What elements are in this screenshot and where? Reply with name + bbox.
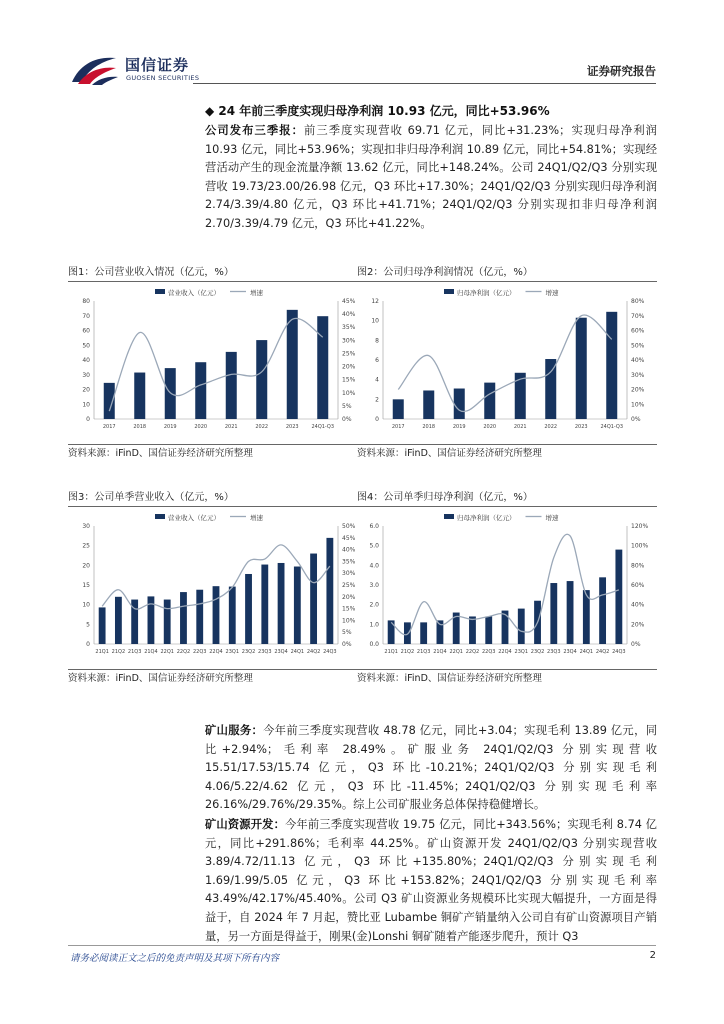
page-number: 2	[649, 950, 656, 961]
figure-title: 图1：公司营业收入情况（亿元，%）	[68, 265, 368, 282]
x-tick-label: 24Q1	[290, 649, 305, 655]
left-tick-label: 40	[82, 357, 90, 364]
left-tick-label: 50	[82, 342, 90, 350]
bar	[229, 587, 236, 644]
x-tick-label: 23Q4	[563, 649, 577, 655]
x-tick-label: 23Q1	[514, 649, 529, 655]
bar	[195, 362, 206, 419]
right-tick-label: 40%	[631, 357, 645, 364]
x-tick-label: 22Q4	[209, 649, 223, 655]
x-tick-label: 21Q2	[400, 649, 415, 655]
legend-bar-swatch	[444, 289, 454, 294]
bar	[454, 389, 465, 419]
bar	[213, 586, 220, 644]
left-tick-label: 10	[82, 401, 90, 409]
x-tick-label: 21Q4	[433, 649, 447, 655]
x-tick-label: 23Q1	[225, 649, 240, 655]
guosen-logo	[70, 52, 220, 86]
left-tick-label: 4	[375, 376, 379, 384]
bar	[393, 399, 404, 419]
left-tick-label: 3.0	[369, 582, 379, 589]
x-tick-label: 2020	[483, 424, 497, 430]
bar	[404, 622, 411, 644]
figure-source: 资料来源：iFinD、国信证券经济研究所整理	[357, 669, 657, 686]
x-tick-label: 21Q1	[384, 649, 398, 655]
x-tick-label: 24Q2	[595, 649, 610, 655]
chart-legend	[155, 513, 264, 522]
right-tick-label: 100%	[631, 542, 649, 550]
right-tick-label: 20%	[631, 386, 645, 394]
figure-source: 资料来源：iFinD、国信证券经济研究所整理	[68, 444, 368, 461]
right-tick-label: 60%	[631, 327, 645, 335]
right-tick-label: 40%	[342, 546, 356, 554]
x-tick-label: 2018	[422, 424, 436, 430]
x-tick-label: 21Q3	[416, 649, 431, 655]
right-tick-label: 30%	[342, 570, 356, 578]
x-tick-label: 21Q4	[144, 649, 158, 655]
right-tick-label: 45%	[342, 534, 356, 542]
legend-line-label: 增速	[250, 514, 263, 522]
figure-source: 资料来源：iFinD、国信证券经济研究所整理	[357, 444, 657, 461]
bar	[278, 563, 285, 644]
paragraph-mining-services	[205, 722, 657, 815]
bar	[576, 318, 587, 419]
right-tick-label: 20%	[342, 363, 356, 371]
right-tick-label: 0%	[631, 416, 641, 423]
figure-title: 图4：公司单季归母净利润（亿元，%）	[357, 490, 657, 507]
x-tick-label: 2018	[133, 424, 147, 430]
x-tick-label: 24Q1-Q3	[600, 424, 624, 430]
x-tick-label: 2022	[255, 424, 269, 430]
x-tick-label: 2021	[513, 424, 527, 430]
left-tick-label: 6	[375, 357, 379, 364]
legend-bar-label: 营业收入（亿元）	[168, 289, 220, 297]
bar	[164, 600, 171, 644]
page-header	[0, 0, 724, 90]
legend-bar-swatch	[155, 514, 165, 519]
left-tick-label: 30	[82, 523, 90, 530]
section-heading: ◆ 24 年前三季度实现归母净利润 10.93 亿元，同比+53.96%	[205, 104, 550, 118]
right-tick-label: 50%	[342, 523, 356, 530]
figure-title: 图2：公司归母净利润情况（亿元，%）	[357, 265, 657, 282]
header-divider	[193, 83, 656, 84]
right-tick-label: 30%	[631, 371, 645, 379]
x-tick-label: 2021	[224, 424, 238, 430]
left-tick-label: 15	[82, 582, 90, 589]
left-tick-label: 1.0	[369, 621, 379, 629]
bar	[326, 538, 333, 644]
x-tick-label: 22Q1	[160, 649, 174, 655]
figure-source: 资料来源：iFinD、国信证券经济研究所整理	[68, 669, 368, 686]
bar	[550, 583, 557, 644]
right-tick-label: 45%	[342, 298, 356, 305]
bar	[196, 590, 203, 644]
right-tick-label: 0%	[342, 416, 352, 423]
x-tick-label: 2020	[194, 424, 208, 430]
x-tick-label: 24Q2	[306, 649, 321, 655]
left-tick-label: 5.0	[369, 542, 379, 550]
right-tick-label: 60%	[631, 582, 645, 589]
left-tick-label: 25	[82, 542, 90, 550]
right-tick-label: 30%	[342, 337, 356, 345]
paragraph-lead: 矿山资源开发：	[205, 818, 285, 831]
left-tick-label: 10	[371, 317, 379, 325]
left-tick-label: 6.0	[369, 523, 379, 530]
left-tick-label: 5	[86, 621, 90, 629]
right-tick-label: 20%	[342, 593, 356, 601]
report-type-label: 证券研究报告	[587, 64, 656, 78]
paragraph-body: 今年前三季度实现营收 48.78 亿元，同比+3.04；实现毛利 13.89 亿元，同比+2.94%；毛利率 28.49%。矿服业务 24Q1/Q2/Q3 分别实现营收 15.51/17.53/15.74 亿元，Q3 环比-10.21%；24Q1/Q2/Q3 分别实现毛利 4.06/5.22/4.62 亿元，Q3 环比-11.45%；24Q1/Q2/Q3 分别实现毛利率 26.16%/29.76%/29.35%。综上公司矿服业务总体保持稳健增长。	[205, 724, 657, 812]
x-tick-label: 2019	[452, 424, 466, 430]
chart-annual-revenue	[68, 287, 368, 441]
x-tick-label: 24Q3	[612, 649, 626, 655]
x-tick-label: 23Q2	[241, 649, 256, 655]
legend-bar-label: 营业收入（亿元）	[168, 514, 220, 522]
chart-annual-net-profit	[357, 287, 657, 441]
x-tick-label: 2022	[544, 424, 558, 430]
left-tick-label: 70	[82, 312, 90, 320]
disclaimer-note: 请务必阅读正文之后的免责声明及其项下所有内容	[70, 953, 280, 964]
right-tick-label: 15%	[342, 376, 356, 384]
x-tick-label: 22Q2	[176, 649, 191, 655]
left-tick-label: 0.0	[369, 641, 379, 648]
x-tick-label: 2017	[391, 424, 405, 430]
x-tick-label: 21Q3	[127, 649, 142, 655]
bar	[485, 616, 492, 644]
right-tick-label: 25%	[342, 350, 356, 358]
x-tick-label: 22Q4	[498, 649, 512, 655]
legend-bar-label: 归母净利润（亿元）	[457, 514, 516, 522]
right-tick-label: 10%	[631, 401, 645, 409]
bar	[310, 554, 317, 644]
left-tick-label: 80	[82, 298, 90, 305]
bar	[134, 373, 145, 419]
x-tick-label: 24Q1	[579, 649, 594, 655]
x-tick-label: 24Q3	[323, 649, 337, 655]
bar	[261, 565, 268, 644]
right-tick-label: 40%	[631, 601, 645, 609]
paragraph-body: 今年前三季度实现营收 19.75 亿元，同比+343.56%；实现毛利 8.74 亿元，同比+291.86%；毛利率 44.25%。矿山资源开发 24Q1/Q2/Q3 分别实现营收 3.89/4.72/11.13 亿元，Q3 环比+135.80%；24Q1/Q2/Q3 分别实现毛利 1.69/1.99/5.05 亿元，Q3 环比+153.82%；24Q1/Q2/Q3 分别实现毛利率 43.49%/42.17%/45.40%。公司 Q3 矿山资源业务规模环比实现大幅提升，一方面是得益于，自 2024 年 7 月起，赞比亚 Lubambe 铜矿产销量纳入公司自有矿山资源项目产销量，另一方面是得益于，刚果(金)Lonshi 铜矿随着产能逐步爬升，预计 Q3	[205, 818, 657, 943]
left-tick-label: 20	[82, 386, 90, 394]
bar	[115, 597, 122, 644]
left-tick-label: 8	[375, 337, 379, 345]
right-tick-label: 80%	[631, 298, 645, 305]
left-tick-label: 30	[82, 371, 90, 379]
bar	[226, 352, 237, 419]
paragraph-lead: 矿山服务：	[205, 724, 264, 737]
bar	[423, 390, 434, 419]
bar	[518, 609, 525, 644]
chart-legend	[444, 288, 559, 297]
x-tick-label: 22Q1	[449, 649, 463, 655]
right-tick-label: 5%	[342, 402, 352, 410]
bar	[615, 550, 622, 644]
chart-legend	[444, 513, 559, 522]
left-tick-label: 2	[375, 396, 379, 404]
bar	[294, 567, 301, 644]
bar	[420, 622, 427, 644]
paragraph-body: 前三季度实现营收 69.71 亿元，同比+31.23%；实现归母净利润 10.93 亿元，同比+53.96%；实现扣非归母净利润 10.89 亿元，同比+54.81%；实现经营活动产生的现金流量净额 13.62 亿元，同比+148.24%。公司 24Q1/Q2/Q3 分别实现营收 19.73/23.00/26.98 亿元，Q3 环比+17.30%；24Q1/Q2/Q3 分别实现归母净利润 2.74/3.39/4.80 亿元，Q3 环比+41.71%；24Q1/Q2/Q3 分别实现扣非归母净利润 2.70/3.39/4.79 亿元，Q3 环比+41.22%。	[205, 124, 657, 230]
x-tick-label: 24Q1-Q3	[311, 424, 335, 430]
bar	[245, 574, 252, 644]
right-tick-label: 5%	[342, 629, 352, 637]
logo-chinese-name: 国信证券	[125, 56, 190, 74]
left-tick-label: 2.0	[369, 601, 379, 609]
bar	[287, 310, 298, 419]
x-tick-label: 2019	[163, 424, 177, 430]
bar	[317, 316, 328, 419]
x-tick-label: 21Q1	[95, 649, 109, 655]
right-tick-label: 80%	[631, 562, 645, 570]
paragraph-resource-development	[205, 816, 657, 946]
bar	[99, 607, 106, 644]
paragraph-lead: 公司发布三季报：	[205, 124, 304, 137]
bar	[599, 577, 606, 644]
left-tick-label: 10	[82, 601, 90, 609]
right-tick-label: 0%	[631, 641, 641, 648]
x-tick-label: 2017	[102, 424, 116, 430]
left-tick-label: 0	[86, 416, 90, 423]
chart-legend	[155, 288, 264, 297]
right-tick-label: 35%	[342, 324, 356, 332]
chart-quarterly-net-profit	[357, 512, 657, 666]
footer-divider	[68, 945, 656, 946]
right-tick-label: 20%	[631, 621, 645, 629]
right-tick-label: 40%	[342, 311, 356, 319]
x-tick-label: 22Q3	[481, 649, 496, 655]
bar	[545, 359, 556, 419]
left-tick-label: 0	[375, 416, 379, 423]
x-tick-label: 21Q2	[111, 649, 126, 655]
x-tick-label: 2023	[574, 424, 588, 430]
right-tick-label: 25%	[342, 582, 356, 589]
right-tick-label: 120%	[631, 523, 649, 530]
right-tick-label: 35%	[342, 558, 356, 566]
bar	[256, 340, 267, 419]
bar	[180, 592, 187, 644]
x-tick-label: 2023	[285, 424, 299, 430]
right-tick-label: 70%	[631, 312, 645, 320]
right-tick-label: 10%	[342, 617, 356, 625]
bar	[606, 312, 617, 419]
logo-english-name: GUOSEN SECURITIES	[126, 74, 200, 82]
bar	[567, 581, 574, 644]
left-tick-label: 0	[86, 641, 90, 648]
x-tick-label: 23Q3	[547, 649, 561, 655]
legend-line-label: 增速	[250, 289, 263, 297]
legend-line-label: 增速	[545, 289, 559, 297]
x-tick-label: 23Q3	[258, 649, 272, 655]
x-tick-label: 23Q2	[530, 649, 545, 655]
bar	[484, 383, 495, 419]
x-tick-label: 22Q3	[192, 649, 207, 655]
paragraph-q3-summary	[205, 122, 657, 234]
left-tick-label: 4.0	[369, 562, 379, 570]
figure-title: 图3：公司单季营业收入（亿元，%）	[68, 490, 368, 507]
legend-bar-swatch	[444, 514, 454, 519]
legend-bar-swatch	[155, 289, 165, 294]
right-tick-label: 50%	[631, 342, 645, 350]
chart-quarterly-revenue	[68, 512, 368, 666]
right-tick-label: 0%	[342, 641, 352, 648]
x-tick-label: 22Q2	[465, 649, 480, 655]
right-tick-label: 10%	[342, 389, 356, 397]
legend-line-label: 增速	[545, 514, 559, 522]
legend-bar-label: 归母净利润（亿元）	[457, 289, 516, 297]
bar	[469, 616, 476, 644]
right-tick-label: 15%	[342, 605, 356, 613]
left-tick-label: 60	[82, 327, 90, 335]
guosen-logo-mark-icon	[70, 52, 120, 86]
left-tick-label: 20	[82, 562, 90, 570]
left-tick-label: 12	[371, 298, 379, 305]
x-tick-label: 23Q4	[274, 649, 288, 655]
